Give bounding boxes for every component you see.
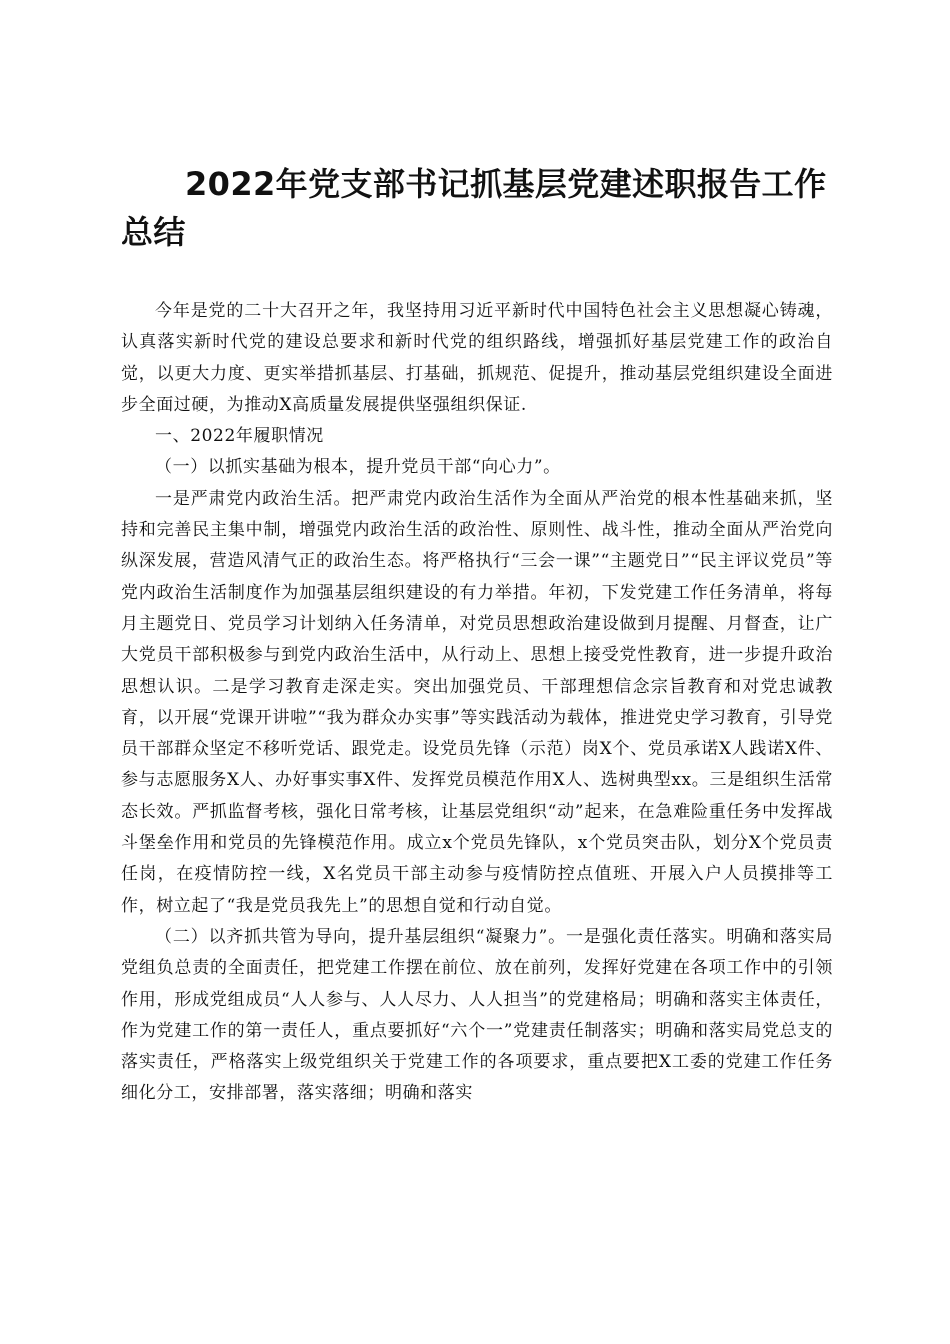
intro-paragraph: 今年是党的二十大召开之年，我坚持用习近平新时代中国特色社会主义思想凝心铸魂，认真落实新时代党的建设总要求和新时代党的组织路线，增强抓好基层党建工作的政治自觉，以更大力度、更实举措抓基层、打基础，抓规范、促提升，推动基层党组织建设全面进步全面过硬，为推动X高质量发展提供坚强组织保证.: [121, 301, 833, 415]
document-title: 2022年党支部书记抓基层党建述职报告工作总结: [121, 165, 827, 251]
document-body: [121, 296, 833, 1110]
body-paragraph: （二）以齐抓共管为导向，提升基层组织“凝聚力”。一是强化责任落实。明确和落实局党组负总责的全面责任，把党建工作摆在前位、放在前列，发挥好党建在各项工作中的引领作用，形成党组成员“人人参与、人人尽力、人人担当”的党建格局；明确和落实主体责任，作为党建工作的第一责任人，重点要抓好“六个一”党建责任制落实；明确和落实局党总支的落实责任，严格落实上级党组织关于党建工作的各项要求，重点要把X工委的党建工作任务细化分工，安排部署，落实落细；明确和落实: [121, 926, 833, 1104]
section-heading: 一、2022年履职情况: [155, 426, 324, 447]
body-paragraph: 一是严肃党内政治生活。把严肃党内政治生活作为全面从严治党的根本性基础来抓，坚持和完善民主集中制，增强党内政治生活的政治性、原则性、战斗性，推动全面从严治党向纵深发展，营造风清气正的政治生态。将严格执行“三会一课”“主题党日”“民主评议党员”等党内政治生活制度作为加强基层组织建设的有力举措。年初，下发党建工作任务清单，将每月主题党日、党员学习计划纳入任务清单，对党员思想政治建设做到月提醒、月督查，让广大党员干部积极参与到党内政治生活中，从行动上、思想上接受党性教育，进一步提升政治思想认识。二是学习教育走深走实。突出加强党员、干部理想信念宗旨教育和对党忠诚教育，以开展“党课开讲啦”“我为群众办实事”等实践活动为载体，推进党史学习教育，引导党员干部群众坚定不移听党话、跟党走。设党员先锋（示范）岗X个、党员承诺X人践诺X件、参与志愿服务X人、办好事实事X件、发挥党员模范作用X人、选树典型xx。三是组织生活常态长效。严抓监督考核，强化日常考核，让基层党组织“动”起来，在急难险重任务中发挥战斗堡垒作用和党员的先锋模范作用。成立x个党员先锋队，x个党员突击队，划分X个党员责任岗，在疫情防控一线，X名党员干部主动参与疫情防控点值班、开展入户人员摸排等工作，树立起了“我是党员我先上”的思想自觉和行动自觉。: [121, 488, 833, 916]
subsection-heading: （一）以抓实基础为根本，提升党员干部“向心力”。: [155, 457, 561, 478]
